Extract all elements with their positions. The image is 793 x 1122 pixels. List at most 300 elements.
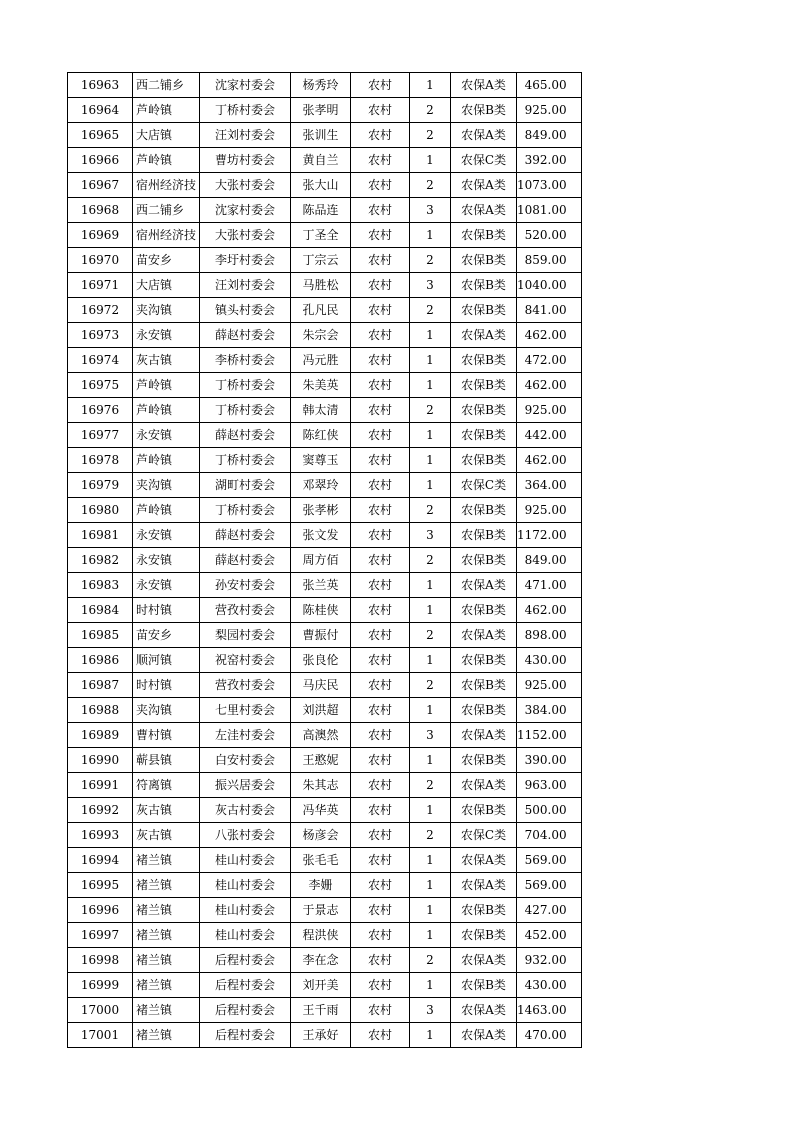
cell-name: 李在念: [291, 948, 351, 973]
cell-village: 汪刘村委会: [200, 123, 291, 148]
cell-category: 农保A类: [451, 873, 517, 898]
cell-town: 褚兰镇: [133, 898, 200, 923]
cell-town: 夹沟镇: [133, 698, 200, 723]
cell-category: 农保C类: [451, 473, 517, 498]
cell-category: 农保C类: [451, 148, 517, 173]
cell-count: 2: [410, 773, 451, 798]
cell-id: 16985: [68, 623, 133, 648]
table-row: [68, 948, 582, 973]
cell-town: 蕲县镇: [133, 748, 200, 773]
cell-type: 农村: [351, 223, 410, 248]
cell-type: 农村: [351, 848, 410, 873]
cell-name: 王承好: [291, 1023, 351, 1048]
cell-category: 农保B类: [451, 548, 517, 573]
cell-town: 永安镇: [133, 323, 200, 348]
cell-category: 农保B类: [451, 523, 517, 548]
cell-id: 16986: [68, 648, 133, 673]
cell-name: 曹振付: [291, 623, 351, 648]
cell-amount: 427.00: [517, 898, 582, 923]
cell-type: 农村: [351, 248, 410, 273]
cell-town: 时村镇: [133, 673, 200, 698]
cell-category: 农保A类: [451, 198, 517, 223]
cell-count: 3: [410, 273, 451, 298]
cell-count: 1: [410, 798, 451, 823]
cell-name: 韩太清: [291, 398, 351, 423]
cell-category: 农保A类: [451, 1023, 517, 1048]
cell-count: 1: [410, 898, 451, 923]
cell-town: 永安镇: [133, 523, 200, 548]
table-row: [68, 98, 582, 123]
table-row: [68, 848, 582, 873]
cell-type: 农村: [351, 998, 410, 1023]
cell-name: 杨秀玲: [291, 73, 351, 98]
cell-type: 农村: [351, 173, 410, 198]
cell-name: 王千雨: [291, 998, 351, 1023]
cell-category: 农保A类: [451, 73, 517, 98]
cell-village: 营孜村委会: [200, 598, 291, 623]
table-row: [68, 273, 582, 298]
cell-town: 褚兰镇: [133, 973, 200, 998]
cell-type: 农村: [351, 1023, 410, 1048]
cell-amount: 462.00: [517, 448, 582, 473]
table-row: [68, 298, 582, 323]
cell-type: 农村: [351, 923, 410, 948]
cell-id: 16992: [68, 798, 133, 823]
cell-category: 农保A类: [451, 773, 517, 798]
cell-count: 1: [410, 923, 451, 948]
cell-town: 曹村镇: [133, 723, 200, 748]
cell-amount: 859.00: [517, 248, 582, 273]
cell-name: 周方佰: [291, 548, 351, 573]
cell-town: 芦岭镇: [133, 498, 200, 523]
table-row: [68, 798, 582, 823]
cell-count: 2: [410, 123, 451, 148]
cell-type: 农村: [351, 648, 410, 673]
cell-town: 永安镇: [133, 423, 200, 448]
cell-village: 薛赵村委会: [200, 523, 291, 548]
cell-count: 3: [410, 723, 451, 748]
cell-id: 16965: [68, 123, 133, 148]
cell-amount: 932.00: [517, 948, 582, 973]
cell-name: 朱其志: [291, 773, 351, 798]
cell-id: 16975: [68, 373, 133, 398]
cell-id: 16982: [68, 548, 133, 573]
table-row: [68, 748, 582, 773]
cell-village: 大张村委会: [200, 223, 291, 248]
cell-id: 16979: [68, 473, 133, 498]
cell-village: 祝窑村委会: [200, 648, 291, 673]
cell-id: 16990: [68, 748, 133, 773]
cell-type: 农村: [351, 148, 410, 173]
cell-name: 李姗: [291, 873, 351, 898]
cell-count: 2: [410, 398, 451, 423]
table-row: [68, 548, 582, 573]
cell-village: 李圩村委会: [200, 248, 291, 273]
cell-count: 1: [410, 323, 451, 348]
cell-village: 孙安村委会: [200, 573, 291, 598]
cell-type: 农村: [351, 423, 410, 448]
cell-type: 农村: [351, 548, 410, 573]
table-row: [68, 648, 582, 673]
cell-category: 农保A类: [451, 723, 517, 748]
cell-type: 农村: [351, 123, 410, 148]
cell-town: 夹沟镇: [133, 298, 200, 323]
cell-id: 16977: [68, 423, 133, 448]
cell-type: 农村: [351, 798, 410, 823]
cell-id: 16989: [68, 723, 133, 748]
cell-town: 时村镇: [133, 598, 200, 623]
table-row: [68, 123, 582, 148]
table-row: [68, 248, 582, 273]
table-row: [68, 173, 582, 198]
cell-village: 汪刘村委会: [200, 273, 291, 298]
cell-count: 1: [410, 423, 451, 448]
cell-category: 农保A类: [451, 998, 517, 1023]
cell-count: 1: [410, 73, 451, 98]
cell-id: 16984: [68, 598, 133, 623]
cell-name: 张良伦: [291, 648, 351, 673]
cell-name: 杨彦会: [291, 823, 351, 848]
cell-town: 褚兰镇: [133, 923, 200, 948]
cell-type: 农村: [351, 498, 410, 523]
table-row: [68, 498, 582, 523]
cell-village: 湖町村委会: [200, 473, 291, 498]
cell-id: 16968: [68, 198, 133, 223]
cell-village: 振兴居委会: [200, 773, 291, 798]
cell-name: 程洪侠: [291, 923, 351, 948]
cell-amount: 390.00: [517, 748, 582, 773]
cell-count: 2: [410, 823, 451, 848]
cell-count: 1: [410, 973, 451, 998]
cell-type: 农村: [351, 323, 410, 348]
cell-amount: 704.00: [517, 823, 582, 848]
cell-name: 张兰英: [291, 573, 351, 598]
cell-count: 1: [410, 373, 451, 398]
cell-id: 16976: [68, 398, 133, 423]
cell-town: 褚兰镇: [133, 848, 200, 873]
table-row: [68, 423, 582, 448]
cell-amount: 569.00: [517, 848, 582, 873]
cell-id: 16998: [68, 948, 133, 973]
cell-village: 桂山村委会: [200, 898, 291, 923]
cell-name: 马庆民: [291, 673, 351, 698]
cell-name: 陈红侠: [291, 423, 351, 448]
cell-count: 1: [410, 473, 451, 498]
cell-type: 农村: [351, 523, 410, 548]
cell-village: 丁桥村委会: [200, 373, 291, 398]
cell-town: 芦岭镇: [133, 398, 200, 423]
cell-town: 灰古镇: [133, 823, 200, 848]
cell-type: 农村: [351, 98, 410, 123]
cell-count: 1: [410, 348, 451, 373]
cell-type: 农村: [351, 723, 410, 748]
cell-amount: 1463.00: [517, 998, 582, 1023]
cell-village: 后程村委会: [200, 973, 291, 998]
cell-name: 邓翠玲: [291, 473, 351, 498]
cell-village: 丁桥村委会: [200, 98, 291, 123]
cell-type: 农村: [351, 673, 410, 698]
cell-count: 1: [410, 748, 451, 773]
cell-type: 农村: [351, 873, 410, 898]
cell-id: 16995: [68, 873, 133, 898]
cell-name: 马胜松: [291, 273, 351, 298]
cell-name: 张孝彬: [291, 498, 351, 523]
cell-count: 2: [410, 298, 451, 323]
cell-town: 夹沟镇: [133, 473, 200, 498]
cell-village: 桂山村委会: [200, 923, 291, 948]
cell-type: 农村: [351, 623, 410, 648]
cell-town: 芦岭镇: [133, 148, 200, 173]
cell-category: 农保A类: [451, 948, 517, 973]
cell-village: 白安村委会: [200, 748, 291, 773]
cell-category: 农保B类: [451, 248, 517, 273]
cell-id: 16999: [68, 973, 133, 998]
cell-name: 朱宗会: [291, 323, 351, 348]
cell-name: 高澳然: [291, 723, 351, 748]
cell-amount: 472.00: [517, 348, 582, 373]
cell-category: 农保B类: [451, 398, 517, 423]
cell-amount: 925.00: [517, 498, 582, 523]
cell-town: 西二铺乡: [133, 73, 200, 98]
cell-amount: 470.00: [517, 1023, 582, 1048]
cell-town: 灰古镇: [133, 798, 200, 823]
cell-count: 2: [410, 173, 451, 198]
cell-amount: 462.00: [517, 373, 582, 398]
cell-type: 农村: [351, 773, 410, 798]
cell-name: 于景志: [291, 898, 351, 923]
table-row: [68, 998, 582, 1023]
cell-amount: 849.00: [517, 123, 582, 148]
cell-name: 张毛毛: [291, 848, 351, 873]
table-row: [68, 473, 582, 498]
cell-village: 桂山村委会: [200, 848, 291, 873]
cell-category: 农保B类: [451, 598, 517, 623]
cell-village: 大张村委会: [200, 173, 291, 198]
cell-type: 农村: [351, 348, 410, 373]
cell-town: 褚兰镇: [133, 1023, 200, 1048]
cell-town: 永安镇: [133, 573, 200, 598]
cell-town: 苗安乡: [133, 248, 200, 273]
cell-id: 16969: [68, 223, 133, 248]
cell-town: 芦岭镇: [133, 98, 200, 123]
cell-count: 2: [410, 673, 451, 698]
cell-category: 农保B类: [451, 498, 517, 523]
cell-id: 16991: [68, 773, 133, 798]
cell-amount: 925.00: [517, 398, 582, 423]
cell-id: 16980: [68, 498, 133, 523]
table-body: [68, 73, 582, 1048]
cell-town: 褚兰镇: [133, 873, 200, 898]
table-row: [68, 373, 582, 398]
cell-count: 1: [410, 698, 451, 723]
cell-category: 农保B类: [451, 348, 517, 373]
cell-id: 16978: [68, 448, 133, 473]
cell-id: 16987: [68, 673, 133, 698]
cell-category: 农保B类: [451, 673, 517, 698]
cell-category: 农保A类: [451, 323, 517, 348]
cell-id: 16971: [68, 273, 133, 298]
cell-name: 丁宗云: [291, 248, 351, 273]
cell-type: 农村: [351, 198, 410, 223]
cell-type: 农村: [351, 598, 410, 623]
cell-category: 农保B类: [451, 698, 517, 723]
cell-town: 大店镇: [133, 273, 200, 298]
cell-type: 农村: [351, 298, 410, 323]
cell-name: 陈品连: [291, 198, 351, 223]
data-table: [67, 72, 582, 1048]
cell-id: 16996: [68, 898, 133, 923]
cell-amount: 925.00: [517, 673, 582, 698]
cell-village: 丁桥村委会: [200, 498, 291, 523]
cell-amount: 500.00: [517, 798, 582, 823]
cell-category: 农保B类: [451, 973, 517, 998]
cell-count: 3: [410, 198, 451, 223]
cell-town: 芦岭镇: [133, 448, 200, 473]
cell-count: 2: [410, 498, 451, 523]
cell-category: 农保A类: [451, 173, 517, 198]
cell-town: 大店镇: [133, 123, 200, 148]
cell-town: 灰古镇: [133, 348, 200, 373]
cell-count: 1: [410, 148, 451, 173]
cell-village: 八张村委会: [200, 823, 291, 848]
cell-category: 农保B类: [451, 798, 517, 823]
cell-village: 左洼村委会: [200, 723, 291, 748]
cell-count: 2: [410, 98, 451, 123]
cell-amount: 841.00: [517, 298, 582, 323]
cell-town: 宿州经济技: [133, 173, 200, 198]
cell-id: 16974: [68, 348, 133, 373]
cell-amount: 849.00: [517, 548, 582, 573]
cell-amount: 1040.00: [517, 273, 582, 298]
cell-village: 丁桥村委会: [200, 398, 291, 423]
cell-category: 农保B类: [451, 273, 517, 298]
table-row: [68, 148, 582, 173]
cell-town: 永安镇: [133, 548, 200, 573]
cell-name: 张大山: [291, 173, 351, 198]
cell-village: 沈家村委会: [200, 73, 291, 98]
cell-village: 薛赵村委会: [200, 423, 291, 448]
cell-count: 1: [410, 573, 451, 598]
cell-id: 16981: [68, 523, 133, 548]
cell-amount: 925.00: [517, 98, 582, 123]
cell-id: 16963: [68, 73, 133, 98]
cell-type: 农村: [351, 373, 410, 398]
table-row: [68, 623, 582, 648]
cell-id: 16966: [68, 148, 133, 173]
cell-amount: 465.00: [517, 73, 582, 98]
cell-id: 17001: [68, 1023, 133, 1048]
cell-village: 梨园村委会: [200, 623, 291, 648]
cell-type: 农村: [351, 73, 410, 98]
cell-count: 3: [410, 998, 451, 1023]
cell-village: 后程村委会: [200, 948, 291, 973]
cell-town: 符离镇: [133, 773, 200, 798]
cell-amount: 898.00: [517, 623, 582, 648]
cell-type: 农村: [351, 448, 410, 473]
cell-village: 镇头村委会: [200, 298, 291, 323]
cell-name: 孔凡民: [291, 298, 351, 323]
cell-name: 冯元胜: [291, 348, 351, 373]
cell-type: 农村: [351, 473, 410, 498]
cell-amount: 1152.00: [517, 723, 582, 748]
cell-category: 农保A类: [451, 623, 517, 648]
cell-name: 刘洪超: [291, 698, 351, 723]
cell-name: 张文发: [291, 523, 351, 548]
cell-town: 苗安乡: [133, 623, 200, 648]
cell-type: 农村: [351, 698, 410, 723]
cell-amount: 364.00: [517, 473, 582, 498]
cell-village: 李桥村委会: [200, 348, 291, 373]
cell-village: 后程村委会: [200, 1023, 291, 1048]
cell-category: 农保B类: [451, 898, 517, 923]
table-row: [68, 523, 582, 548]
cell-id: 16997: [68, 923, 133, 948]
cell-id: 16972: [68, 298, 133, 323]
cell-amount: 452.00: [517, 923, 582, 948]
cell-type: 农村: [351, 973, 410, 998]
cell-id: 17000: [68, 998, 133, 1023]
cell-amount: 520.00: [517, 223, 582, 248]
table-row: [68, 773, 582, 798]
cell-category: 农保B类: [451, 373, 517, 398]
cell-count: 1: [410, 848, 451, 873]
cell-amount: 462.00: [517, 323, 582, 348]
cell-type: 农村: [351, 273, 410, 298]
cell-name: 陈桂侠: [291, 598, 351, 623]
cell-category: 农保B类: [451, 98, 517, 123]
cell-count: 2: [410, 248, 451, 273]
cell-name: 刘开美: [291, 973, 351, 998]
cell-count: 1: [410, 1023, 451, 1048]
cell-count: 2: [410, 948, 451, 973]
cell-type: 农村: [351, 748, 410, 773]
cell-id: 16964: [68, 98, 133, 123]
cell-village: 七里村委会: [200, 698, 291, 723]
cell-category: 农保A类: [451, 573, 517, 598]
cell-count: 1: [410, 648, 451, 673]
cell-id: 16993: [68, 823, 133, 848]
cell-type: 农村: [351, 398, 410, 423]
cell-amount: 1172.00: [517, 523, 582, 548]
cell-name: 丁圣全: [291, 223, 351, 248]
cell-count: 3: [410, 523, 451, 548]
cell-amount: 569.00: [517, 873, 582, 898]
cell-type: 农村: [351, 823, 410, 848]
table-row: [68, 898, 582, 923]
cell-category: 农保C类: [451, 823, 517, 848]
table-row: [68, 573, 582, 598]
cell-amount: 1073.00: [517, 173, 582, 198]
cell-count: 1: [410, 448, 451, 473]
cell-village: 薛赵村委会: [200, 548, 291, 573]
cell-category: 农保B类: [451, 448, 517, 473]
cell-name: 冯华英: [291, 798, 351, 823]
cell-town: 宿州经济技: [133, 223, 200, 248]
cell-id: 16994: [68, 848, 133, 873]
cell-count: 2: [410, 548, 451, 573]
cell-count: 1: [410, 598, 451, 623]
table-row: [68, 598, 582, 623]
cell-town: 芦岭镇: [133, 373, 200, 398]
cell-village: 营孜村委会: [200, 673, 291, 698]
cell-id: 16988: [68, 698, 133, 723]
cell-amount: 430.00: [517, 648, 582, 673]
table-row: [68, 348, 582, 373]
table-row: [68, 723, 582, 748]
cell-id: 16973: [68, 323, 133, 348]
cell-amount: 963.00: [517, 773, 582, 798]
cell-name: 窦尊玉: [291, 448, 351, 473]
